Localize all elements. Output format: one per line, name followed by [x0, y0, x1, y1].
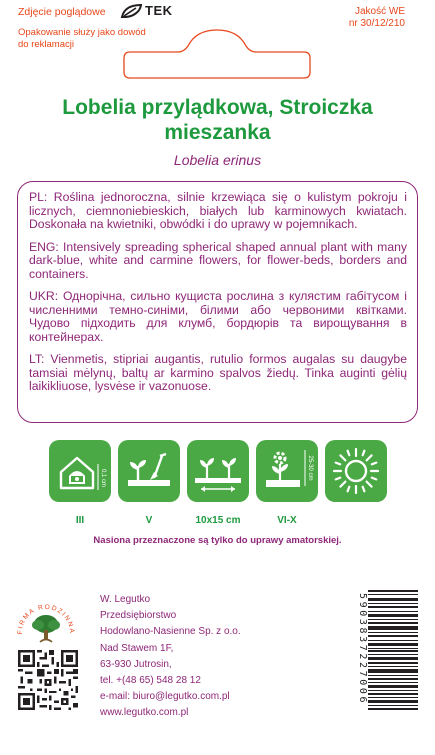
family-company-logo [16, 597, 76, 647]
brand-logo [120, 3, 173, 18]
complaint-note: Opakowanie służy jako dowód do reklamacji [18, 27, 146, 50]
latin-name: Lobelia erinus [173, 152, 262, 168]
logo-arc-text: FIRMA RODZINNA [16, 603, 76, 635]
full-sun-icon [325, 440, 387, 502]
flowering-period-label: VI-X [277, 515, 297, 526]
preview-label: Zdjęcie poglądowe [18, 6, 106, 18]
tek-leaf-icon [120, 4, 142, 18]
sowing-depth-label: 0,1 cm [100, 468, 106, 488]
spacing-label: 10x15 cm [195, 515, 241, 526]
hang-tab-outline [118, 22, 316, 82]
flowering-height-icon [256, 440, 318, 502]
company-type: Przedsiębiorstwo [100, 610, 177, 622]
product-title: Lobelia przylądkowa, Stroiczka mieszanka [62, 96, 373, 144]
qr-code [18, 650, 78, 710]
company-address [100, 592, 241, 722]
description-eng: ENG: Intensively spreading spherical shaped annual plant with many dark-blue, white and carmine flowers, for flower-beds, borders and containers. [29, 239, 407, 281]
company-website: www.legutko.com.pl [100, 707, 189, 719]
quality-norm: nr 30/12/210 [348, 18, 405, 29]
brand-name: TEK [145, 3, 173, 18]
company-name: W. Legutko [100, 594, 151, 605]
company-phone: tel. +(48 65) 548 28 12 [100, 675, 201, 687]
planting-month-label: V [145, 515, 153, 526]
description-box [17, 181, 418, 423]
company-city: 63-930 Jutrosin, [100, 658, 172, 670]
planting-out-icon [118, 440, 180, 502]
company-legal-name: Hodowlano-Nasienne Sp. z o.o. [100, 626, 241, 638]
amateur-use-note: Nasiona przeznaczone są tylko do uprawy amatorskiej. [93, 535, 342, 546]
company-email: e-mail: biuro@legutko.com.pl [100, 691, 230, 703]
quality-label: Jakość WE [354, 6, 405, 17]
description-lt: LT: Vienmetis, stipriai augantis, rutulio formos augalas su daugybe tamsiai mėlynų, baltų ar karmino spalvos žiedų. Tinka auginti gėlių laikikliuose, lysvėse ir vazonuose. [29, 352, 407, 393]
spacing-icon [187, 440, 249, 502]
cultivation-icons [49, 440, 387, 502]
greenhouse-sowing-icon [49, 440, 111, 502]
description-pl: PL: Roślina jednoroczna, silnie krzewiąca się o kulistym pokroju i licznych, ciemnoniebieskich, białych lub karminowych kwiatach. Doskonała na kwietniki, obwódki i do uprawy w pojemnikach. [29, 190, 407, 231]
icon-labels [49, 515, 386, 529]
company-street: Nad Stawem 1F, [100, 642, 174, 654]
quality-info [349, 6, 405, 30]
description-ukr: UKR: Однорічна, сильно кущиста рослина з кулястим габітусом і численними темно-синіми, білими або червоними квітками. Чудово підходить для клумб, бордюрів та вирощування в контейнерах. [29, 289, 407, 344]
height-label: 25-30 cm [307, 455, 313, 481]
barcode-number: 5903837227006 [357, 593, 368, 706]
sowing-month-label: III [75, 515, 85, 526]
